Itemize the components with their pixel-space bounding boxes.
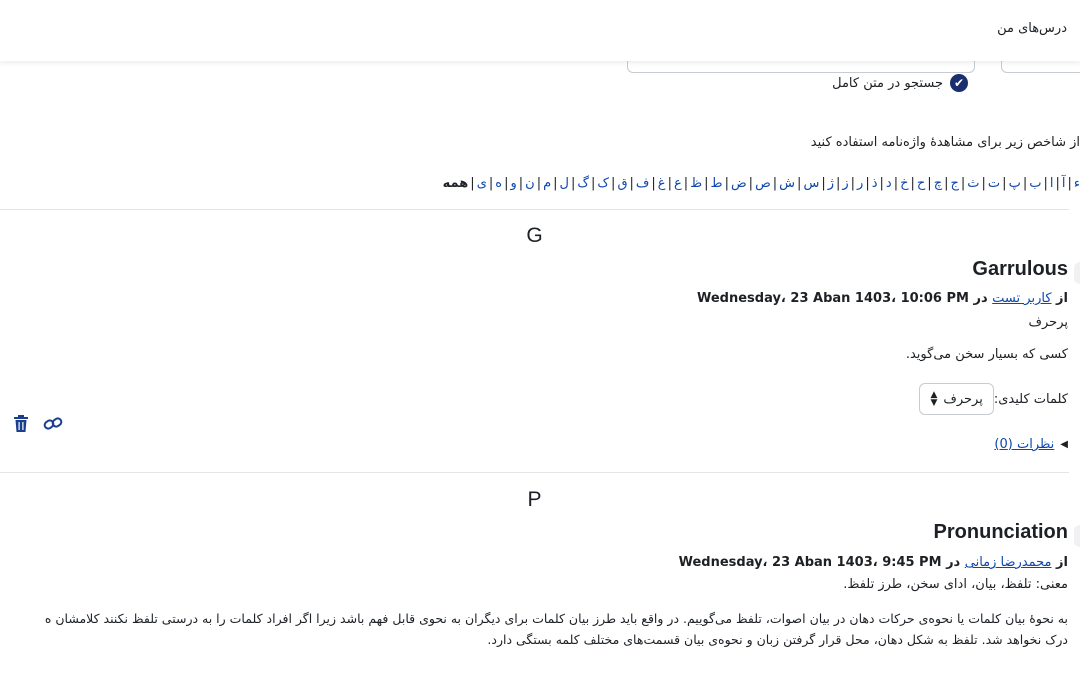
alphabet-letter-link[interactable]: خ: [900, 176, 909, 191]
alphabet-index: [443, 176, 1080, 191]
entry-term: Garrulous: [972, 258, 1068, 280]
alphabet-separator: |: [960, 176, 966, 191]
up-down-caret-icon: ▲ ▼: [930, 390, 938, 408]
author-link[interactable]: کاربر تست: [992, 291, 1052, 306]
alphabet-separator: |: [667, 176, 672, 191]
checkmark-icon[interactable]: ✔: [950, 74, 968, 92]
alphabet-separator: |: [504, 176, 509, 191]
alphabet-separator: |: [470, 176, 475, 191]
entry-line: معنی: تلفظ، بیان، ادای سخن، طرز تلفظ.: [843, 577, 1068, 592]
alphabet-separator: |: [651, 176, 656, 191]
entry-definition: کسی که بسیار سخن می‌گوید.: [905, 347, 1068, 362]
alphabet-separator: |: [704, 176, 709, 191]
in-word: در: [946, 555, 961, 570]
alphabet-separator: |: [724, 176, 729, 191]
alphabet-letter-link[interactable]: ظ: [690, 176, 703, 191]
alphabet-letter-link[interactable]: ص: [755, 176, 771, 191]
alphabet-separator: |: [821, 176, 826, 191]
link-icon[interactable]: [43, 415, 63, 433]
alphabet-letter-link[interactable]: ه: [495, 176, 503, 191]
alphabet-separator: |: [835, 176, 841, 191]
alphabet-separator: |: [772, 176, 778, 191]
alphabet-letter-link[interactable]: ط: [710, 176, 723, 191]
section-letter-g: G: [526, 224, 543, 247]
caret-left-icon[interactable]: ◀: [1060, 439, 1068, 450]
side-tab: [1074, 525, 1080, 547]
keyword-value: پرحرف: [943, 391, 983, 407]
alphabet-separator: |: [1002, 176, 1007, 191]
alphabet-letter-link[interactable]: آ: [1061, 176, 1066, 191]
alphabet-letter-link[interactable]: گ: [577, 176, 590, 191]
entry-actions: [13, 415, 63, 433]
keywords-label: کلمات کلیدی:: [993, 391, 1068, 407]
alphabet-separator: |: [927, 176, 932, 191]
alphabet-letter-link[interactable]: د: [885, 176, 892, 191]
author-link[interactable]: محمدرضا زمانی: [964, 555, 1052, 570]
keyword-select[interactable]: [919, 383, 993, 415]
alphabet-letter-link[interactable]: ف: [635, 176, 650, 191]
by-prefix: از: [1056, 291, 1068, 306]
entry-byline: [679, 555, 1068, 570]
alphabet-separator: |: [1043, 176, 1048, 191]
alphabet-letter-link[interactable]: م: [543, 176, 552, 191]
alphabet-separator: |: [1055, 176, 1060, 191]
alphabet-letter-link[interactable]: و: [510, 176, 517, 191]
divider: [0, 209, 1069, 210]
alphabet-letter-link[interactable]: ر: [857, 176, 864, 191]
trash-icon[interactable]: [13, 415, 29, 433]
alphabet-separator: |: [518, 176, 524, 191]
side-tab: [1074, 262, 1080, 284]
entry-line: پرحرف: [1028, 315, 1068, 330]
alphabet-separator: |: [910, 176, 915, 191]
alphabet-separator: |: [1022, 176, 1028, 191]
alphabet-letter-link[interactable]: ح: [916, 176, 926, 191]
alphabet-letter-link[interactable]: س: [803, 176, 820, 191]
alphabet-letter-link[interactable]: ک: [597, 176, 610, 191]
alphabet-separator: |: [536, 176, 542, 191]
alphabet-separator: |: [611, 176, 616, 191]
alphabet-separator: |: [797, 176, 802, 191]
alphabet-letter-link[interactable]: ض: [730, 176, 747, 191]
alphabet-letter-link[interactable]: ع: [673, 176, 682, 191]
entry-paragraph-line: درک نخواهد شد. تلفظ به شکل دهان، محل قرار گرفتن زبان و نحوه‌ی بیان قسمت‌های مختلف کلمه بستگی دارد.: [487, 632, 1068, 647]
alphabet-letter-link[interactable]: ج: [950, 176, 959, 191]
alphabet-letter-link[interactable]: ز: [842, 176, 849, 191]
alphabet-separator: |: [1067, 176, 1072, 191]
alphabet-separator: |: [553, 176, 558, 191]
alphabet-separator: |: [488, 176, 494, 191]
my-courses-link[interactable]: درس‌های من: [997, 21, 1067, 36]
alphabet-all[interactable]: همه: [442, 176, 469, 191]
top-navbar: [0, 0, 1080, 61]
alphabet-separator: |: [629, 176, 634, 191]
alphabet-separator: |: [591, 176, 596, 191]
alphabet-letter-link[interactable]: ش: [779, 176, 796, 191]
entry-byline: [697, 291, 1068, 306]
by-prefix: از: [1056, 555, 1068, 570]
alphabet-letter-link[interactable]: ا: [1049, 176, 1054, 191]
alphabet-separator: |: [865, 176, 870, 191]
comments-link[interactable]: نظرات (0): [994, 437, 1055, 452]
alphabet-separator: |: [879, 176, 884, 191]
entry-date: Wednesday، 23 Aban 1403، 10:06 PM: [696, 291, 969, 306]
keywords-row: [919, 383, 1068, 415]
alphabet-letter-link[interactable]: ذ: [871, 176, 878, 191]
alphabet-separator: |: [981, 176, 986, 191]
alphabet-separator: |: [850, 176, 856, 191]
fulltext-search-option[interactable]: [832, 74, 968, 92]
alphabet-letter-link[interactable]: ق: [617, 176, 628, 191]
alphabet-letter-link[interactable]: ل: [559, 176, 569, 191]
alphabet-separator: |: [683, 176, 689, 191]
entry-paragraph-line: به نحوهٔ بیان کلمات یا نحوه‌ی حرکات دهان در بیان اصوات، تلفظ می‌گوییم. در واقع باید طرز بیان کلمات برای دیگران به نحوی قابل فهم باشد زیرا اگر افراد کلمات را به درستی تلفظ نکنند کلامشان ه: [44, 611, 1068, 626]
comments-toggle[interactable]: [994, 437, 1068, 452]
alphabet-letter-link[interactable]: ب: [1029, 176, 1042, 191]
alphabet-letter-link[interactable]: پ: [1008, 176, 1021, 191]
alphabet-letter-link[interactable]: چ: [933, 176, 943, 191]
section-letter-p: P: [527, 488, 542, 511]
alphabet-letter-link[interactable]: ن: [525, 176, 535, 191]
alphabet-letter-link[interactable]: ژ: [827, 176, 834, 191]
browse-instructions: از شاخص زیر برای مشاهدهٔ واژه‌نامه استفاده کنید: [810, 135, 1080, 150]
alphabet-separator: |: [748, 176, 754, 191]
alphabet-separator: |: [944, 176, 949, 191]
alphabet-separator: |: [893, 176, 899, 191]
entry-date: Wednesday، 23 Aban 1403، 9:45 PM: [678, 555, 942, 570]
in-word: در: [973, 291, 988, 306]
alphabet-separator: |: [570, 176, 576, 191]
alphabet-letter-link[interactable]: ت: [987, 176, 1001, 191]
fulltext-label: جستجو در متن کامل: [832, 75, 943, 91]
alphabet-letter-link[interactable]: غ: [657, 176, 666, 191]
alphabet-letter-link[interactable]: ی: [476, 176, 487, 191]
alphabet-letter-link[interactable]: ث: [967, 176, 980, 191]
entry-term: Pronunciation: [933, 521, 1068, 543]
alphabet-letter-link[interactable]: ء: [1073, 176, 1080, 191]
divider: [0, 472, 1069, 473]
